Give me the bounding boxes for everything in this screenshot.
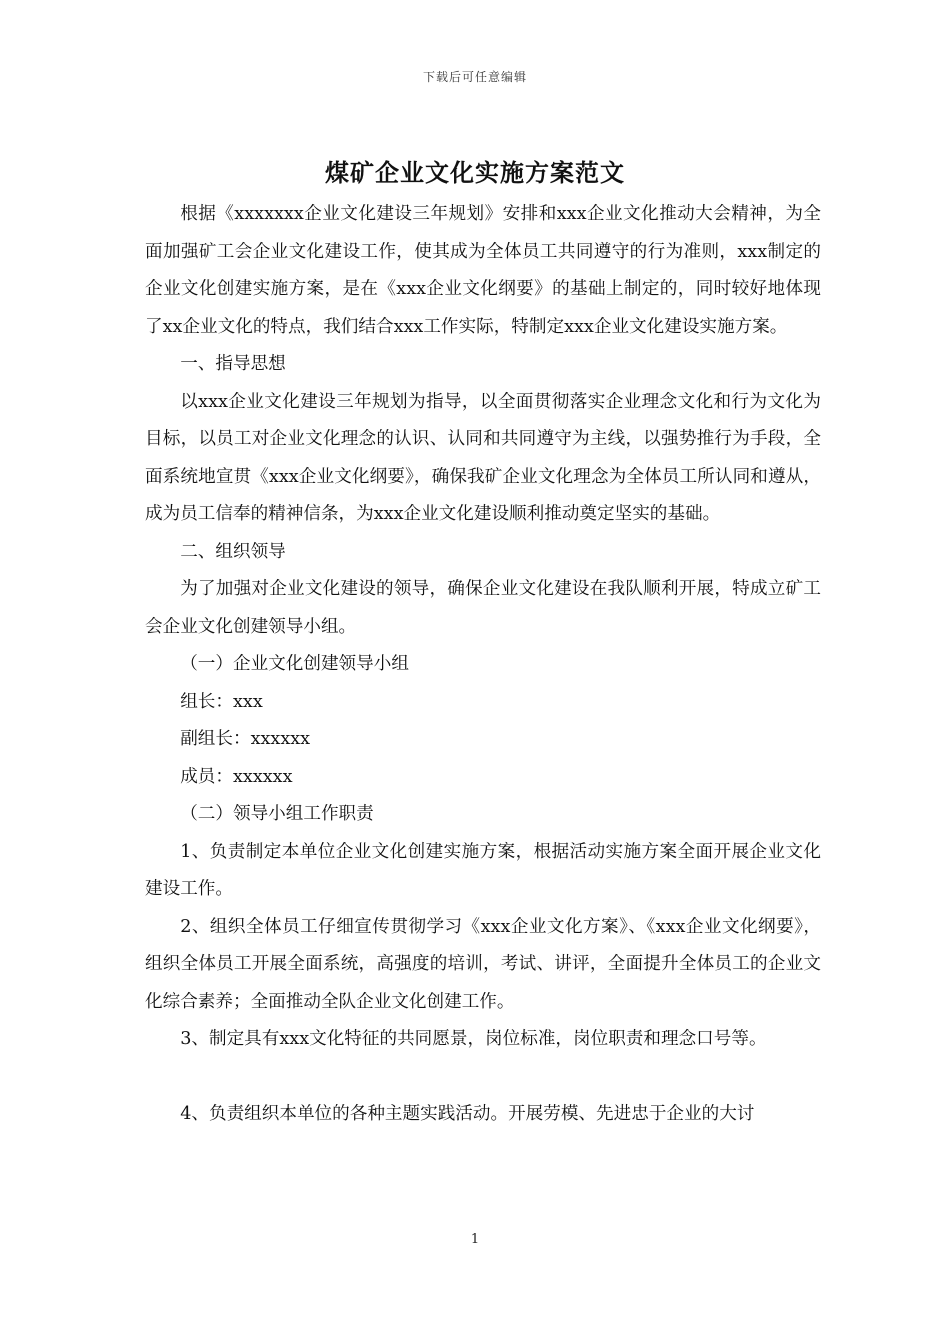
subheading-group-duties: （二）领导小组工作职责 xyxy=(180,804,374,824)
heading-guiding-thought: 一、指导思想 xyxy=(180,354,286,374)
deputy-leader-line: 副组长：xxxxxx xyxy=(180,729,311,749)
duty-item-3: 3、制定具有xxx文化特征的共同愿景，岗位标准，岗位职责和理念口号等。 xyxy=(180,1029,767,1049)
page-number: 1 xyxy=(470,1232,480,1247)
header-note: 下载后可任意编辑 xyxy=(422,70,527,84)
duty-item-1: 1、负责制定本单位企业文化创建实施方案，根据活动实施方案全面开展企业文化建设工作。 xyxy=(145,841,821,899)
leader-line: 组长：xxx xyxy=(180,691,263,712)
document-body xyxy=(145,196,821,1134)
members-line: 成员：xxxxxx xyxy=(180,766,293,787)
paragraph-intro: 根据《xxxxxxx企业文化建设三年规划》安排和xxx企业文化推动大会精神，为全面加强矿工会企业文化建设工作，使其成为全体员工共同遵守的行为准则，xxx制定的企业文化创建实施方案，是在《xxx企业文化纲要》的基础上制定的，同时较好地体现了xx企业文化的特点，我们结合xxx工作实际，特制定xxx企业文化建设实施方案。 xyxy=(145,204,821,337)
duty-item-2: 2、组织全体员工仔细宣传贯彻学习《xxx企业文化方案》、《xxx企业文化纲要》，组织全体员工开展全面系统，高强度的培训，考试、讲评，全面提升全体员工的企业文化综合素养；全面推动全队企业文化创建工作。 xyxy=(145,916,821,1012)
duty-item-4: 4、负责组织本单位的各种主题实践活动。开展劳模、先进忠于企业的大讨 xyxy=(180,1104,755,1124)
document-title: 煤矿企业文化实施方案范文 xyxy=(325,158,625,187)
subheading-leadership-group: （一）企业文化创建领导小组 xyxy=(180,654,409,674)
paragraph-guiding-thought: 以xxx企业文化建设三年规划为指导，以全面贯彻落实企业理念文化和行为文化为目标，以员工对企业文化理念的认识、认同和共同遵守为主线，以强势推行为手段，全面系统地宣贯《xxx企业文化纲要》，确保我矿企业文化理念为全体员工所认同和遵从，成为员工信奉的精神信条，为xxx企业文化建设顺利推动奠定坚实的基础。 xyxy=(145,391,821,524)
heading-organization: 二、组织领导 xyxy=(180,541,286,562)
paragraph-organization: 为了加强对企业文化建设的领导，确保企业文化建设在我队顺利开展，特成立矿工会企业文化创建领导小组。 xyxy=(145,579,821,637)
